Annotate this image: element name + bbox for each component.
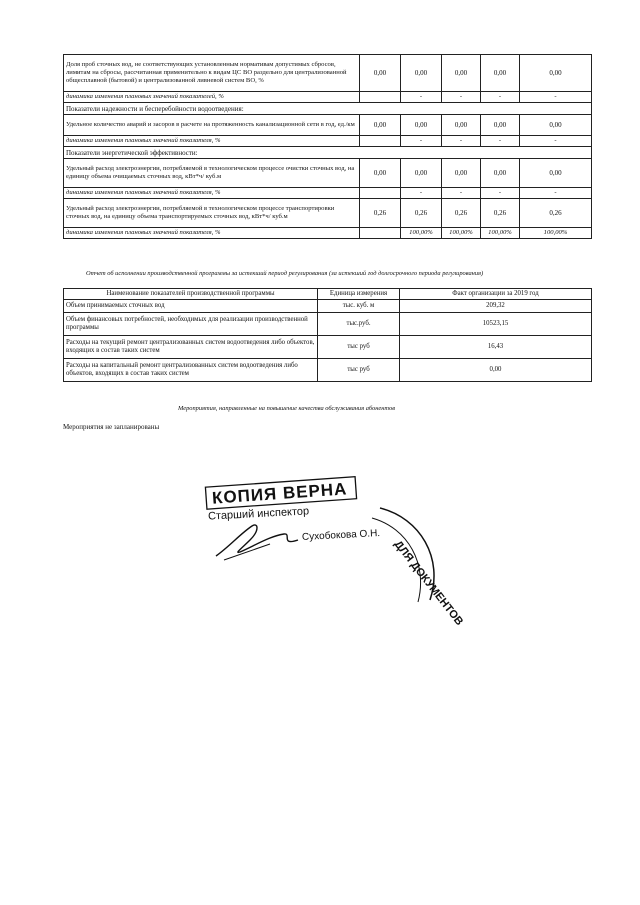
table-row — [64, 300, 592, 313]
indicator-value: - — [442, 92, 481, 103]
indicator-row — [64, 159, 592, 188]
section-header-row — [64, 103, 592, 115]
indicator-value: 100,00% — [481, 228, 520, 239]
unit-cell: тыс руб — [318, 336, 400, 359]
report-caption: Отчет об исполнении производственной программы за истекший период регулирования (за истекший год долгосрочного периода регулирования) — [86, 270, 484, 277]
indicator-row — [64, 199, 592, 228]
stamp-copy-text: КОПИЯ ВЕРНА — [211, 479, 348, 508]
program-indicator-name: Объем финансовых потребностей, необходимых для реализации производственной программы — [64, 313, 318, 336]
indicator-label: динамика изменения плановых значений показателей, % — [64, 92, 360, 103]
indicator-value: 0,00 — [401, 159, 442, 188]
indicator-value: - — [481, 136, 520, 147]
indicator-value: 0,00 — [520, 159, 592, 188]
indicator-value: 0,00 — [360, 115, 401, 136]
table-row — [64, 336, 592, 359]
indicator-value: - — [481, 188, 520, 199]
indicator-value: 0,00 — [520, 55, 592, 92]
unit-cell: тыс. куб. м — [318, 300, 400, 313]
indicator-value: - — [442, 188, 481, 199]
indicator-value: - — [442, 136, 481, 147]
indicator-value: 0,26 — [360, 199, 401, 228]
indicator-value: 100,00% — [520, 228, 592, 239]
indicator-value: 0,26 — [401, 199, 442, 228]
indicator-label: динамика изменения плановых значений показателя, % — [64, 228, 360, 239]
indicator-label: динамика изменения плановых значений показателя, % — [64, 136, 360, 147]
indicator-value: 0,00 — [442, 115, 481, 136]
dynamics-row — [64, 136, 592, 147]
measures-note: Мероприятия не запланированы — [63, 423, 160, 431]
indicator-value: 0,00 — [481, 115, 520, 136]
section-title: Показатели надежности и бесперебойности водоотведения: — [64, 103, 592, 115]
fact-cell: 209,32 — [400, 300, 592, 313]
table-row — [64, 359, 592, 382]
indicator-value: - — [520, 188, 592, 199]
indicator-value — [360, 228, 401, 239]
indicator-value: 0,26 — [481, 199, 520, 228]
indicator-row — [64, 115, 592, 136]
header-name: Наименование показателей производственной программы — [64, 289, 318, 300]
indicator-label: Доля проб сточных вод, не соответствующих установленным нормативам допустимых сбросов, лимитам на сбросы, рассчитанная применительно к видам ЦС ВО раздельно для централизованной общесплавной (бытовой) и централизованной ливневой систем ВО, % — [64, 55, 360, 92]
table-row — [64, 313, 592, 336]
stamp-name: Сухобокова О.Н. — [301, 527, 381, 544]
indicator-label: Удельный расход электроэнергии, потребляемой в технологическом процессе очистки сточных вод, на единицу объема очищаемых сточных вод, кВт*ч/ куб.м — [64, 159, 360, 188]
unit-cell: тыс руб — [318, 359, 400, 382]
signature-drawing — [210, 516, 310, 566]
indicator-value: - — [401, 188, 442, 199]
indicator-row — [64, 55, 592, 92]
section-title: Показатели энергетической эффективности: — [64, 147, 592, 159]
header-unit: Единица измерения — [318, 289, 400, 300]
indicator-label: Удельный расход электроэнергии, потребляемой в технологическом процессе транспортировки сточных вод, на единицу объема транспортируемых сточных вод, кВт*ч/ куб.м — [64, 199, 360, 228]
round-seal — [360, 488, 466, 628]
indicator-value: - — [401, 136, 442, 147]
indicator-value: 0,00 — [481, 55, 520, 92]
fact-cell: 10523,15 — [400, 313, 592, 336]
indicator-value: - — [481, 92, 520, 103]
indicator-value: 0,00 — [401, 55, 442, 92]
indicator-value: 100,00% — [401, 228, 442, 239]
copy-stamp — [190, 478, 466, 628]
indicator-value — [360, 136, 401, 147]
indicator-value — [360, 92, 401, 103]
indicator-value: 0,00 — [360, 159, 401, 188]
indicator-label: динамика изменения плановых значений показателя, % — [64, 188, 360, 199]
indicator-value: 0,00 — [360, 55, 401, 92]
header-fact: Факт организации за 2019 год — [400, 289, 592, 300]
indicator-value: 100,00% — [442, 228, 481, 239]
dynamics-row — [64, 188, 592, 199]
indicator-value: - — [520, 136, 592, 147]
seal-text: ДЛЯ ДОКУМЕНТОВ — [391, 538, 466, 628]
stamp-role: Старший инспектор — [207, 505, 310, 523]
unit-cell: тыс.руб. — [318, 313, 400, 336]
indicator-value: 0,00 — [481, 159, 520, 188]
program-indicator-name: Расходы на капитальный ремонт централизованных систем водоотведения либо объектов, входящих в состав таких систем — [64, 359, 318, 382]
section-header-row — [64, 147, 592, 159]
indicator-value: - — [401, 92, 442, 103]
program-indicator-name: Расходы на текущий ремонт централизованных систем водоотведения либо объектов, входящих в состав таких систем — [64, 336, 318, 359]
fact-cell: 0,00 — [400, 359, 592, 382]
dynamics-row — [64, 228, 592, 239]
dynamics-row — [64, 92, 592, 103]
program-indicator-name: Объем принимаемых сточных вод — [64, 300, 318, 313]
indicator-value: 0,00 — [442, 55, 481, 92]
indicator-value: 0,26 — [442, 199, 481, 228]
indicator-value: 0,00 — [520, 115, 592, 136]
production-program-table — [63, 288, 592, 382]
indicators-table — [63, 54, 592, 239]
indicator-value: 0,00 — [442, 159, 481, 188]
indicator-value: 0,26 — [520, 199, 592, 228]
measures-caption: Мероприятия, направленные на повышение качества обслуживания абонентов — [178, 405, 395, 412]
table-header-row — [64, 289, 592, 300]
indicator-value: - — [520, 92, 592, 103]
fact-cell: 16,43 — [400, 336, 592, 359]
indicator-label: Удельное количество аварий и засоров в расчете на протяженность канализационной сети в год, ед./км — [64, 115, 360, 136]
indicator-value: 0,00 — [401, 115, 442, 136]
indicator-value — [360, 188, 401, 199]
